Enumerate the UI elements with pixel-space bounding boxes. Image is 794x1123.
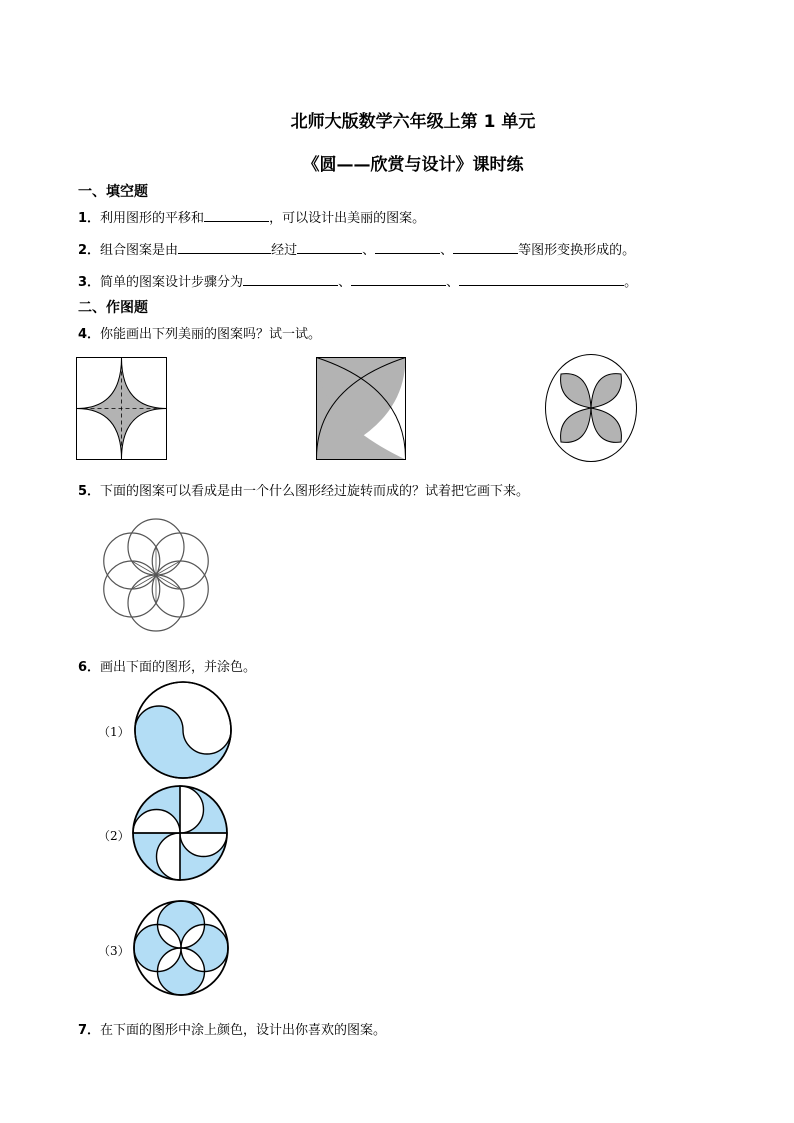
answer-blank[interactable] — [351, 272, 446, 286]
answer-blank[interactable] — [243, 272, 338, 286]
four-petal-circle-figure — [545, 354, 637, 462]
question-text: 等图形变换形成的。 — [518, 243, 636, 258]
question-number: 2． — [78, 243, 101, 258]
pinwheel-circle-figure — [130, 783, 230, 883]
yin-yang-figure — [134, 680, 232, 780]
page-title: 北师大版数学六年级上第 1 单元 — [290, 112, 536, 132]
section-heading-drawing: 二、作图题 — [78, 300, 148, 316]
question-4 — [78, 323, 321, 342]
sub-question-label: （1） — [98, 725, 130, 739]
question-text: 组合图案是由 — [100, 243, 179, 258]
answer-blank[interactable] — [375, 240, 440, 254]
question-2 — [78, 239, 635, 258]
answer-blank[interactable] — [297, 240, 362, 254]
question-text: 。 — [624, 275, 638, 290]
question-3 — [78, 271, 637, 290]
question-number: 7． — [78, 1023, 101, 1038]
question-number: 6． — [78, 660, 101, 675]
question-text: 简单的图案设计步骤分为 — [100, 275, 244, 290]
sub-question-label: （3） — [98, 944, 130, 958]
question-text: 、 — [440, 243, 454, 258]
question-text: 你能画出下列美丽的图案吗？试一试。 — [100, 327, 322, 342]
question-6 — [78, 656, 256, 675]
star-in-square-figure — [76, 357, 167, 460]
question-number: 1． — [78, 211, 101, 226]
question-7 — [78, 1019, 386, 1038]
question-number: 3． — [78, 275, 101, 290]
sub-question-label: （2） — [98, 829, 130, 843]
section-heading-fill-in: 一、填空题 — [78, 184, 148, 200]
question-text: 、 — [362, 243, 376, 258]
answer-blank[interactable] — [204, 208, 269, 222]
answer-blank[interactable] — [178, 240, 271, 254]
question-5 — [78, 480, 529, 499]
question-text: ，可以设计出美丽的图案。 — [269, 211, 426, 226]
answer-blank[interactable] — [459, 272, 624, 286]
question-number: 5． — [78, 484, 101, 499]
crossing-arcs-square-figure — [316, 357, 406, 460]
page-subtitle: 《圆——欣赏与设计》课时练 — [302, 155, 524, 175]
answer-blank[interactable] — [453, 240, 518, 254]
question-1 — [78, 207, 425, 226]
question-text: 下面的图案可以看成是由一个什么图形经过旋转而成的？试着把它画下来。 — [100, 484, 530, 499]
question-text: 、 — [338, 275, 352, 290]
four-circle-flower-figure — [131, 898, 231, 998]
question-text: 利用图形的平移和 — [100, 211, 205, 226]
question-number: 4． — [78, 327, 101, 342]
question-text: 画出下面的图形，并涂色。 — [100, 660, 257, 675]
six-circle-rosette-figure — [98, 512, 218, 640]
question-text: 在下面的图形中涂上颜色，设计出你喜欢的图案。 — [100, 1023, 387, 1038]
question-text: 、 — [446, 275, 460, 290]
question-text: 经过 — [271, 243, 298, 258]
